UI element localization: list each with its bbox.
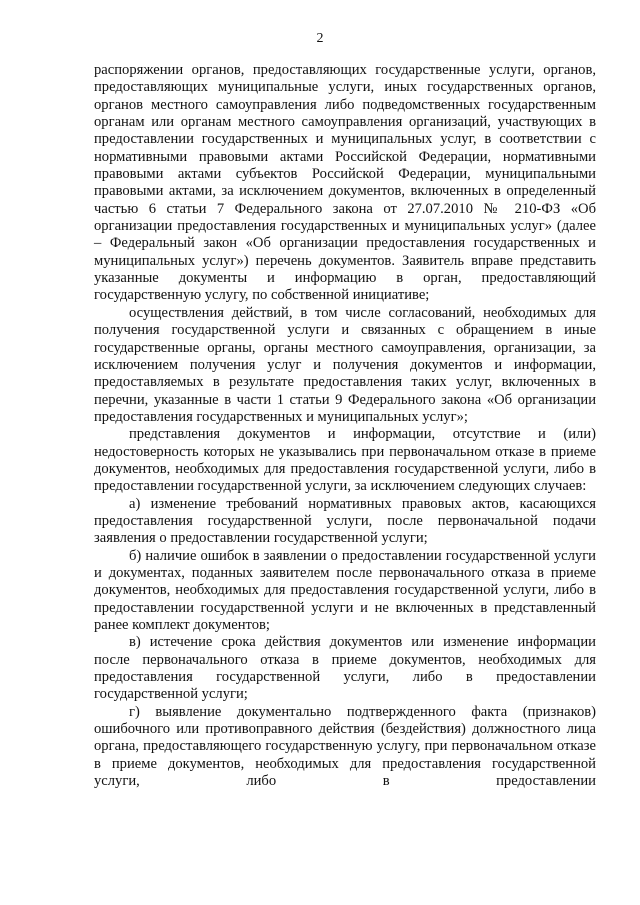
page-number: 2 — [316, 31, 324, 46]
paragraph-2: осуществления действий, в том числе согласований, необходимых для получения государственной услуги и связанных с обращением в иные государственные органы, органы местного самоуправления, организации, за исключением получения услуг и получения документов и информации, предоставляемых в результате предоставления таких услуг, включенных в перечни, указанные в части 1 статьи 9 Федерального закона «Об организации предоставления государственных и муниципальных услуг»; — [94, 304, 596, 425]
paragraph-3: представления документов и информации, отсутствие и (или) недостоверность которых не указывались при первоначальном отказе в приеме документов, необходимых для предоставления государственной услуги, либо в предоставлении государственной услуги, за исключением следующих случаев: — [94, 426, 596, 495]
paragraph-5: б) наличие ошибок в заявлении о предоставлении государственной услуги и документах, поданных заявителем после первоначального отказа в приеме документов, необходимых для предоставления государственной услуги, либо в предоставлении государственной услуги и не включенных в представленный ранее комплект документов; — [94, 547, 596, 633]
paragraph-7: г) выявление документально подтвержденного факта (признаков) ошибочного или противоправного действия (бездействия) должностного лица органа, предоставляющего государственную услугу, при первоначальном отказе в приеме документов, необходимых для предоставления государственной услуги, либо в предоставлении — [94, 703, 596, 790]
document-body — [94, 62, 596, 790]
paragraph-1: распоряжении органов, предоставляющих государственные услуги, органов, предоставляющих муниципальные услуги, иных государственных органов, органов местного самоуправления либо подведомственных государственным органам или органам местного самоуправления организаций, участвующих в предоставлении государственных и муниципальных услуг, в соответствии с нормативными правовыми актами Российской Федерации, нормативными правовыми актами субъектов Российской Федерации, муниципальными правовыми актами, за исключением документов, включенных в определенный частью 6 статьи 7 Федерального закона от 27.07.2010 № 210-ФЗ «Об организации предоставления государственных и муниципальных услуг» (далее – Федеральный закон «Об организации предоставления государственных и муниципальных услуг») перечень документов. Заявитель вправе представить указанные документы и информацию в орган, предоставляющий государственную услугу, по собственной инициативе; — [94, 62, 596, 304]
paragraph-4: а) изменение требований нормативных правовых актов, касающихся предоставления государственной услуги, после первоначальной подачи заявления о предоставлении государственной услуги; — [94, 495, 596, 547]
paragraph-6: в) истечение срока действия документов или изменение информации после первоначального отказа в приеме документов, необходимых для предоставления государственной услуги, либо в предоставлении государственной услуги; — [94, 634, 596, 703]
